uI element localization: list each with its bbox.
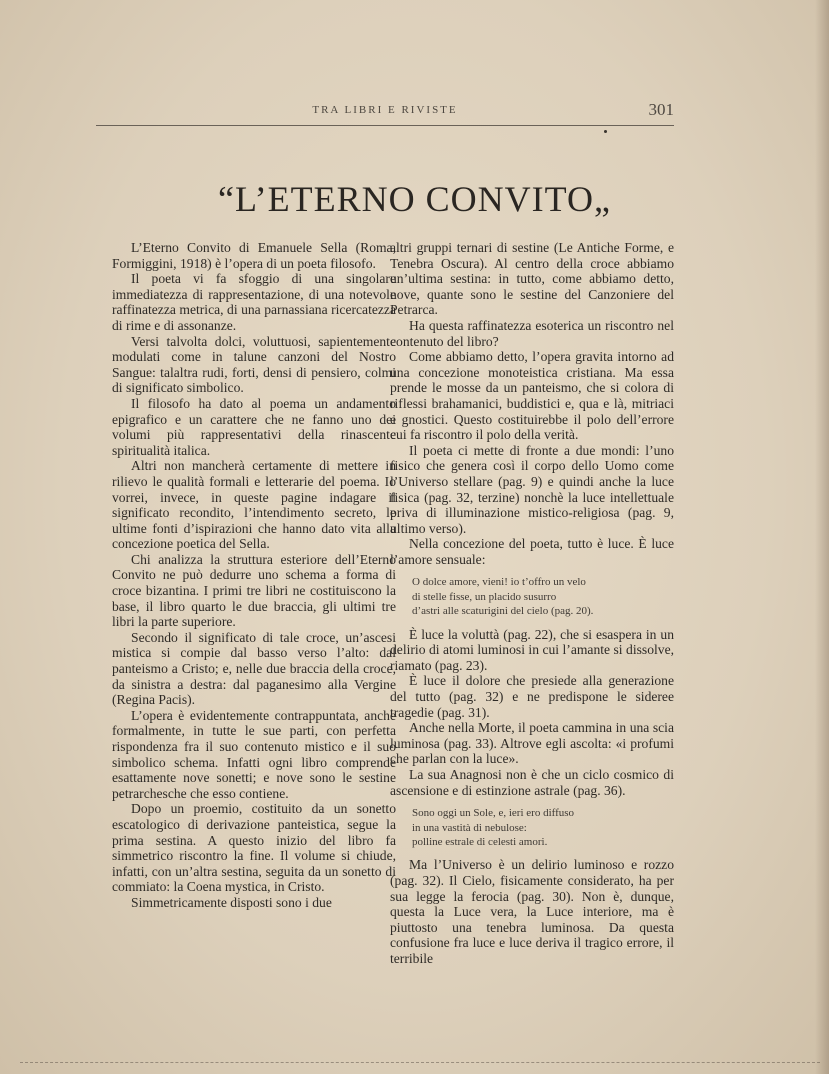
paragraph: Altri non mancherà certamente di mettere in rilievo le qualità formali e letterarie del poema. Io vorrei, invece, in queste pagine indagare il significato recondito, l’intendimento secreto, le ultime fonti d’ispirazioni che hanno dato vita alla concezione poetica del Sella. bbox=[112, 458, 396, 552]
paragraph: Simmetricamente disposti sono i due bbox=[131, 894, 332, 910]
paragraph: Anche nella Morte, il poeta cammina in una scia luminosa (pag. 33). Altrove egli ascolta: «i profumi che parlan con la luce». bbox=[390, 720, 674, 767]
paragraph: Versi talvolta dolci, voluttuosi, sapientemente modulati come in talune canzoni del Nostro Sangue: talaltra rudi, forti, densi di pensiero, colmi di significato simbolico. bbox=[112, 333, 396, 396]
paragraph: Il poeta ci mette di fronte a due mondi: l’uno fisico che genera così il corpo dello Uomo come l’Universo stellare (pag. 9) e quindi anche la luce fisica (pag. 32, terzine) nonchè la luce intellettuale priva di illuminazione mistico-religiosa (pag. 9, ultimo verso). bbox=[390, 442, 674, 536]
running-title: TRA LIBRI E RIVISTE bbox=[312, 104, 458, 116]
verse-line: in una vastità di nebulose: bbox=[412, 821, 527, 834]
verse-line: O dolce amore, vieni! io t’offro un velo bbox=[412, 576, 586, 589]
ink-speck bbox=[604, 130, 607, 133]
page-number: 301 bbox=[648, 100, 674, 119]
paragraph: Dopo un proemio, costituito da un sonetto escatologico di derivazione panteistica, segue la prima sestina. A questo inizio del libro fa simmetrico riscontro la fine. Il volume si chiude, infatti, con un’altra sestina, seguita da un sonetto di commiato: la Coena mystica, in Cristo. bbox=[112, 801, 396, 895]
paragraph: Il poeta vi fa sfoggio di una singolare immediatezza di rappresentazione, di una notevole raffinatezza metrica, di una parnassiana ricercatezza di rime e di assonanze. bbox=[112, 271, 396, 333]
paragraph: Chi analizza la struttura esteriore dell’Eterno Convito ne può dedurre uno schema a forma di croce bizantina. I primi tre libri ne costituiscono la base, il libro quarto le due braccia, gli ultimi tre libri la parte superiore. bbox=[112, 551, 396, 630]
article-title: “L’ETERNO CONVITO„ bbox=[218, 179, 611, 219]
paragraph: Nella concezione del poeta, tutto è luce. È luce l’amore sensuale: bbox=[390, 536, 674, 567]
paragraph: Ma l’Universo è un delirio luminoso e rozzo (pag. 32). Il Cielo, fisicamente considerato, ha per sua legge la ferocia (pag. 30). Non è, dunque, questa la Luce vera, la Luce interiore, ma è piuttosto una tenebra luminosa. Da questa confusione fra luce e luce deriva il tragico errore, il terribile bbox=[390, 857, 674, 966]
paragraph: Il filosofo ha dato al poema un andamento epigrafico e un carattere che ne fanno uno dei volumi più rappresentativi della rinascente spiritualità italica. bbox=[112, 395, 396, 458]
paragraph: Ha questa raffinatezza esoterica un riscontro nel contenuto del libro? bbox=[390, 317, 674, 349]
right-column bbox=[390, 240, 674, 967]
paragraph: altri gruppi ternari di sestine (Le Antiche Forme, e Tenebra Oscura). Al centro della croce abbiamo un’ultima sestina: in tutto, come abbiamo detto, nove, quante sono le sestine del Canzoniere del Petrarca. bbox=[390, 240, 674, 318]
paragraph: È luce il dolore che presiede alla generazione del tutto (pag. 32) e ne predispone le sideree tragedie (pag. 31). bbox=[390, 673, 674, 720]
paragraph: La sua Anagnosi non è che un ciclo cosmico di ascensione e di estinzione astrale (pag. 36). bbox=[390, 767, 674, 798]
paragraph: L’opera è evidentemente contrappuntata, anche formalmente, in tutte le sue parti, con perfetta rispondenza fra il suo contenuto mistico e il suo simbolico schema. Infatti ogni libro comprende esattamente nove sonetti; e nove sono le sestine petrarchesche che esso contiene. bbox=[112, 707, 396, 801]
paragraph: Come abbiamo detto, l’opera gravita intorno ad una concezione monoteistica cristiana. Ma essa prende le mosse da un panteismo, che si colora di riflessi brahamanici, buddistici e, qua e là, mitriaci e gnostici. Questo costituirebbe il polo dell’errore cui fa riscontro il polo della verità. bbox=[390, 349, 674, 443]
paragraph: È luce la voluttà (pag. 22), che si esaspera in un delirio di atomi luminosi in cui l’amante si dissolve, riamato (pag. 23). bbox=[390, 626, 674, 673]
running-header bbox=[96, 100, 674, 126]
verse-quote bbox=[412, 806, 674, 849]
page-edge-shadow bbox=[815, 0, 829, 1074]
verse-line: Sono oggi un Sole, e, ieri ero diffuso bbox=[412, 807, 575, 820]
paragraph: L’Eterno Convito di Emanuele Sella (Roma, Formiggini, 1918) è l’opera di un poeta filosofo. bbox=[112, 240, 396, 271]
verse-line: di stelle fisse, un placido susurro bbox=[412, 590, 557, 603]
paragraph: Secondo il significato di tale croce, un’ascesi mistica si compie dal basso verso l’alto: dal panteismo a Cristo; e, nelle due braccia della croce, da sinistra a destra: dal paganesimo alla Vergine (Regina Pacis). bbox=[112, 629, 396, 708]
page-bottom-edge bbox=[20, 1062, 820, 1063]
verse-quote bbox=[412, 575, 674, 618]
verse-line: polline estrale di celesti amori. bbox=[412, 836, 548, 849]
verse-line: d’astri alle scaturigini del cielo (pag. 20). bbox=[412, 605, 594, 618]
left-column bbox=[112, 240, 396, 911]
header-rule bbox=[96, 125, 674, 126]
